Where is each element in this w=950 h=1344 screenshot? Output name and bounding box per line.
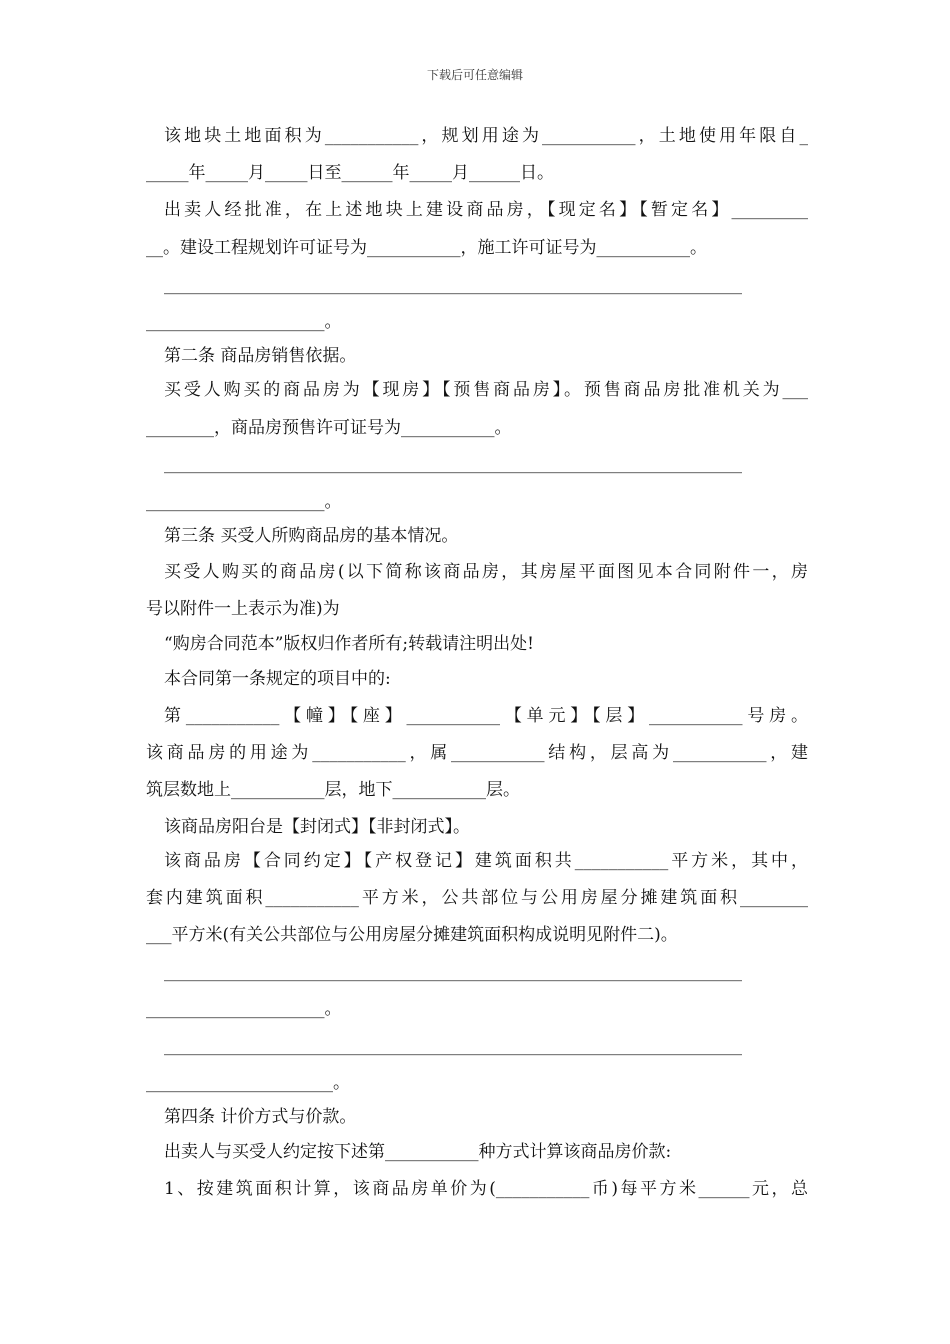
article-heading: 第三条 买受人所购商品房的基本情况。: [164, 526, 459, 546]
text-line: 筑层数地上___________层，地下___________层。: [146, 780, 520, 800]
text-line: 1、按建筑面积计算，该商品房单价为(___________币)每平方米______元，总: [164, 1179, 808, 1199]
text-line: 出卖人经批准，在上述地块上建设商品房，【现定名】【暂定名】_________: [164, 200, 808, 220]
text-line: 该地块土地面积为___________，规划用途为___________，土地使用年限自_: [164, 126, 808, 146]
blank-fill-line: ____________________________________________________________________: [164, 275, 742, 295]
blank-fill-line: ____________________________________________________________________: [164, 1036, 742, 1056]
text-line: 该商品房的用途为___________，属___________结构，层高为___________，建: [146, 743, 808, 763]
text-line: __。建设工程规划许可证号为___________，施工许可证号为___________。: [146, 238, 707, 258]
text-line: 号以附件一上表示为准)为: [146, 599, 340, 619]
blank-fill-line: ____________________________________________________________________: [164, 454, 742, 474]
blank-fill-line: ____________________________________________________________________: [164, 962, 742, 982]
text-line: ___平方米(有关公共部位与公用房屋分摊建筑面积构成说明见附件二)。: [146, 925, 678, 945]
text-line: ________，商品房预售许可证号为___________。: [146, 418, 512, 438]
text-line: _____________________。: [146, 999, 342, 1019]
page-header: 下载后可任意编辑: [426, 68, 523, 82]
text-line: 买受人购买的商品房为【现房】【预售商品房】。预售商品房批准机关为___: [164, 380, 808, 400]
text-line: 本合同第一条规定的项目中的:: [164, 669, 391, 689]
text-line: _____________________。: [146, 312, 342, 332]
text-line: “购房合同范本”版权归作者所有;转载请注明出处!: [164, 634, 534, 654]
text-line: 买受人购买的商品房(以下简称该商品房，其房屋平面图见本合同附件一，房: [164, 562, 808, 582]
text-line: ______________________。: [146, 1073, 350, 1093]
article-heading: 第二条 商品房销售依据。: [164, 346, 357, 366]
text-line: _____________________。: [146, 492, 342, 512]
text-line: 第___________【幢】【座】___________【单元】【层】___________号房。: [164, 706, 808, 726]
text-line: 套内建筑面积___________平方米，公共部位与公用房屋分摊建筑面积________: [146, 888, 808, 908]
text-line: 该商品房阳台是【封闭式】【非封闭式】。: [164, 817, 470, 837]
text-line: 出卖人与买受人约定按下述第___________种方式计算该商品房价款:: [164, 1142, 672, 1162]
text-line: _____年_____月_____日至______年_____月______日。: [146, 163, 554, 183]
text-line: 该商品房【合同约定】【产权登记】建筑面积共___________平方米，其中，: [164, 851, 808, 871]
article-heading: 第四条 计价方式与价款。: [164, 1107, 357, 1127]
